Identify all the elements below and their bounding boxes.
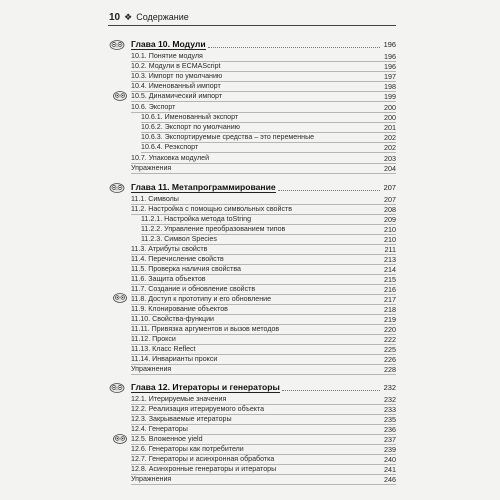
entry-title: 11.4. Перечисление свойств [131,255,224,263]
entry-page: 235 [384,414,396,424]
owl-icon [108,182,126,193]
entry-page: 203 [384,153,396,163]
entry-page: 219 [384,314,396,324]
entry-title: 12.2. Реализация итерируемого объекта [131,405,265,413]
dot-leader [282,383,380,391]
entry-page: 228 [384,364,396,374]
entry-page: 202 [384,142,396,152]
entry-page: 214 [384,264,396,274]
chapter-heading [108,381,396,393]
entry-title: 12.4. Генераторы [131,425,188,433]
entry-page: 222 [384,334,396,344]
entry-page: 197 [384,71,396,81]
entry-page: 210 [384,234,396,244]
owl-icon [112,433,128,444]
entry-title: 11.2.1. Настройка метода toString [141,215,252,223]
chapter-title: Глава 12. Итераторы и генераторы [131,381,280,392]
entry-page: 217 [384,294,396,304]
toc-entry[interactable] [131,474,396,485]
toc-entry[interactable] [131,364,396,375]
header-divider [108,25,396,26]
entry-page: 241 [384,464,396,474]
entry-page: 201 [384,122,396,132]
entry-page: 209 [384,214,396,224]
entry-page: 207 [384,194,396,204]
entry-title: Упражнения [131,475,172,483]
entry-page: 218 [384,304,396,314]
entry-page: 233 [384,404,396,414]
dot-leader [278,183,380,191]
entry-title: 11.13. Класс Reflect [131,345,196,353]
entry-title: 11.2.3. Символ Species [141,235,217,243]
entry-page: 196 [384,61,396,71]
entry-title: 10.6.2. Экспорт по умолчанию [141,123,241,131]
entry-page: 196 [384,51,396,61]
entry-page: 213 [384,254,396,264]
chapter-title: Глава 11. Метапрограммирование [131,181,276,192]
entry-title: 12.8. Асинхронные генераторы и итераторы [131,465,277,473]
entry-title: 10.3. Импорт по умолчанию [131,72,223,80]
owl-icon [108,39,126,50]
entry-title: 11.9. Клонирование объектов [131,305,228,313]
entry-page: 210 [384,224,396,234]
entry-page: 215 [384,274,396,284]
entry-page: 220 [384,324,396,334]
entry-title: 11.2.2. Управление преобразованием типов [141,225,286,233]
entry-title: Упражнения [131,365,172,373]
entry-title: 11.10. Свойства-функции [131,315,214,323]
entry-page: 236 [384,424,396,434]
entry-page: 208 [384,204,396,214]
entry-title: 10.7. Упаковка модулей [131,154,210,162]
entry-title: 12.1. Итерируемые значения [131,395,227,403]
entry-title: 10.2. Модули в ECMAScript [131,62,221,70]
toc-entry[interactable] [131,91,396,102]
entry-title: 11.2. Настройка с помощью символьных свойств [131,205,293,213]
owl-icon [112,90,128,101]
entry-title: 12.5. Вложенное yield [131,435,203,443]
entry-title: 11.8. Доступ к прототипу и его обновление [131,295,272,303]
entry-page: 226 [384,354,396,364]
entry-title: 12.6. Генераторы как потребители [131,445,244,453]
toc-entry[interactable] [141,142,396,153]
entry-title: 10.4. Именованный импорт [131,82,221,90]
entry-title: 10.5. Динамический импорт [131,92,223,100]
owl-icon [112,292,128,303]
entry-title: 10.1. Понятие модуля [131,52,203,60]
entry-page: 240 [384,454,396,464]
page-number: 10 [109,11,121,23]
entry-page: 198 [384,81,396,91]
entry-title: 11.1. Символы [131,195,179,203]
entry-page: 200 [384,112,396,122]
entry-page: 204 [384,163,396,173]
dot-leader [208,40,380,48]
entry-title: 11.11. Привязка аргументов и вызов методов [131,325,280,333]
chapter-page: 232 [383,382,396,392]
entry-page: 199 [384,91,396,101]
entry-page: 200 [384,102,396,112]
entry-page: 211 [384,244,396,254]
running-header [109,10,189,24]
entry-title: 10.6.1. Именованный экспорт [141,113,239,121]
entry-title: 12.7. Генераторы и асинхронная обработка [131,455,275,463]
entry-page: 237 [384,434,396,444]
diamond-ornament-icon: ❖ [124,11,133,22]
entry-title: 11.14. Инварианты прокси [131,355,218,363]
entry-title: 10.6.4. Реэкспорт [141,143,199,151]
entry-page: 202 [384,132,396,142]
entry-page: 246 [384,474,396,484]
owl-icon [108,382,126,393]
chapter-page: 207 [383,182,396,192]
chapter-heading [108,38,396,50]
entry-title: 12.3. Закрываемые итераторы [131,415,232,423]
entry-title: 11.7. Создание и обновление свойств [131,285,256,293]
entry-title: Упражнения [131,164,172,172]
chapter-title: Глава 10. Модули [131,38,206,49]
entry-title: 10.6.3. Экспортируемые средства – это переменные [141,133,315,141]
chapter-page: 196 [383,39,396,49]
entry-page: 232 [384,394,396,404]
entry-page: 239 [384,444,396,454]
entry-page: 216 [384,284,396,294]
section-title: Содержание [136,12,189,22]
entry-page: 225 [384,344,396,354]
entry-title: 10.6. Экспорт [131,103,176,111]
entry-title: 11.6. Защита объектов [131,275,206,283]
chapter-heading [108,181,396,193]
entry-title: 11.5. Проверка наличия свойства [131,265,241,273]
entry-title: 11.3. Атрибуты свойств [131,245,208,253]
entry-title: 11.12. Прокси [131,335,176,343]
toc-entry[interactable] [131,163,396,174]
